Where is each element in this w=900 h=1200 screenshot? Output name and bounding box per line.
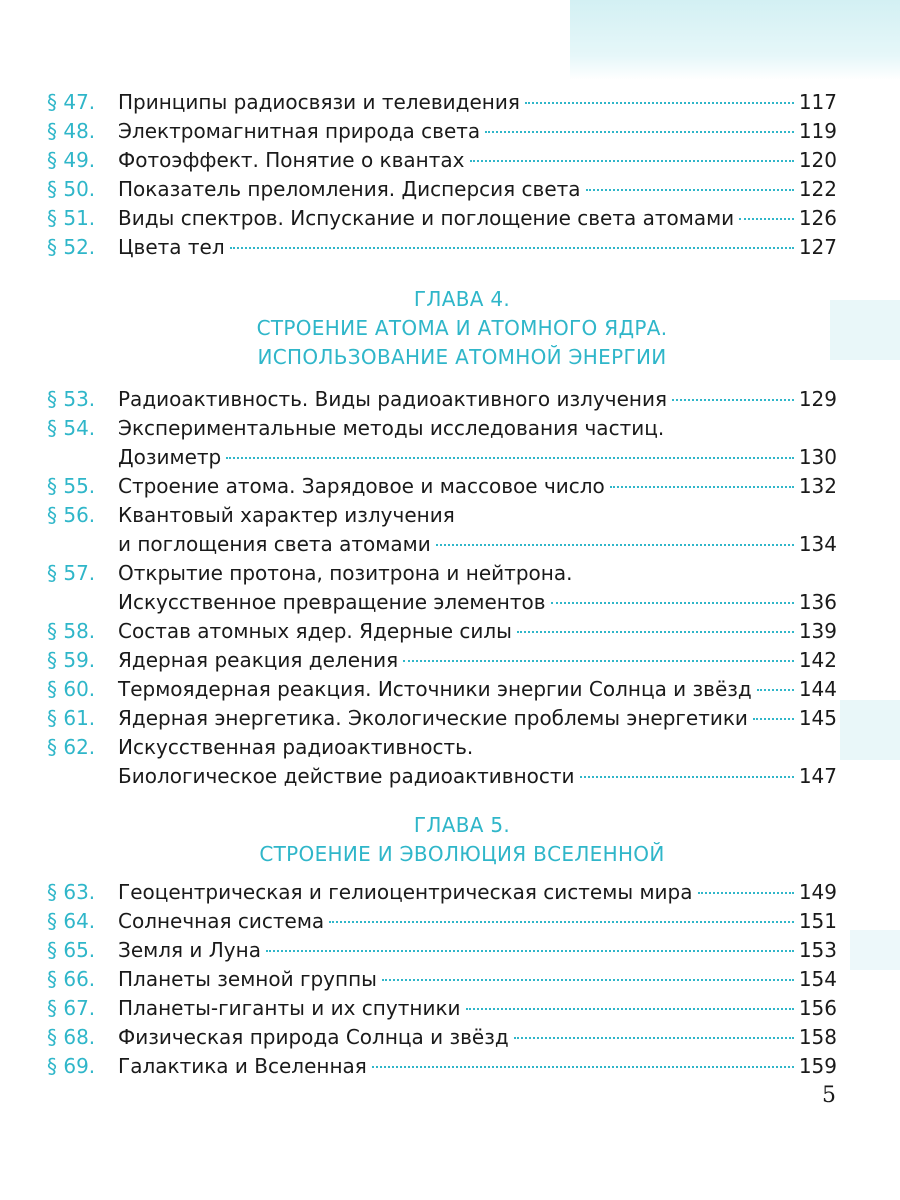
section-title-row bbox=[118, 117, 837, 146]
page-ref: 153 bbox=[798, 938, 837, 962]
section-title: Планеты-гиганты и их спутники bbox=[118, 996, 461, 1020]
section-title: Планеты земной группы bbox=[118, 967, 377, 991]
section-title: Геоцентрическая и гелиоцентрическая системы мира bbox=[118, 880, 693, 904]
toc-entry bbox=[47, 1052, 837, 1081]
page-ref: 154 bbox=[798, 967, 837, 991]
section-number: § 55. bbox=[47, 474, 96, 498]
section-title: Виды спектров. Испускание и поглощение света атомами bbox=[118, 206, 735, 230]
toc-group bbox=[47, 385, 837, 791]
entry-text bbox=[118, 936, 837, 965]
entry-text bbox=[118, 414, 837, 472]
dot-leader bbox=[382, 979, 794, 981]
section-title-row bbox=[118, 907, 837, 936]
section-title-row bbox=[118, 675, 837, 704]
page-ref: 151 bbox=[798, 909, 837, 933]
section-number: § 60. bbox=[47, 677, 96, 701]
section-number: § 47. bbox=[47, 90, 96, 114]
toc-entry bbox=[47, 117, 837, 146]
dot-leader bbox=[230, 247, 794, 249]
table-of-contents bbox=[47, 88, 837, 1081]
section-number: § 48. bbox=[47, 119, 96, 143]
toc-entry bbox=[47, 675, 837, 704]
dot-leader bbox=[436, 544, 794, 546]
dot-leader bbox=[551, 602, 794, 604]
entry-text bbox=[118, 385, 837, 414]
entry-text bbox=[118, 646, 837, 675]
entry-text bbox=[118, 994, 837, 1023]
entry-text bbox=[118, 965, 837, 994]
dot-leader bbox=[466, 1008, 794, 1010]
dot-leader bbox=[586, 189, 794, 191]
dot-leader bbox=[610, 486, 794, 488]
page-ref: 119 bbox=[798, 119, 837, 143]
page-ref: 156 bbox=[798, 996, 837, 1020]
section-title-row bbox=[118, 762, 837, 791]
page-ref: 117 bbox=[798, 90, 837, 114]
section-title-row bbox=[118, 704, 837, 733]
toc-entry bbox=[47, 646, 837, 675]
section-title-row bbox=[118, 472, 837, 501]
toc-entry bbox=[47, 704, 837, 733]
section-title: и поглощения света атомами bbox=[118, 532, 431, 556]
section-number: § 56. bbox=[47, 503, 96, 527]
section-number: § 68. bbox=[47, 1025, 96, 1049]
chapter-label: ГЛАВА 4. bbox=[413, 287, 511, 311]
toc-entry bbox=[47, 907, 837, 936]
section-title-row bbox=[118, 936, 837, 965]
section-number: § 53. bbox=[47, 387, 96, 411]
toc-entry bbox=[47, 501, 837, 559]
toc-group bbox=[47, 88, 837, 262]
section-title-row bbox=[118, 233, 837, 262]
entry-text bbox=[118, 733, 837, 791]
toc-entry bbox=[47, 559, 837, 617]
section-title-row bbox=[118, 994, 837, 1023]
toc-entry bbox=[47, 733, 837, 791]
section-title-row bbox=[118, 617, 837, 646]
entry-text bbox=[118, 675, 837, 704]
section-title-row bbox=[118, 443, 837, 472]
chapter-title-line: ИСПОЛЬЗОВАНИЕ АТОМНОЙ ЭНЕРГИИ bbox=[257, 345, 667, 369]
toc-entry bbox=[47, 414, 837, 472]
toc-entry bbox=[47, 994, 837, 1023]
section-title: Ядерная реакция деления bbox=[118, 648, 399, 672]
section-number: § 58. bbox=[47, 619, 96, 643]
section-number: § 57. bbox=[47, 561, 96, 585]
section-number: § 50. bbox=[47, 177, 96, 201]
chapter-heading-4 bbox=[47, 285, 837, 372]
entry-text bbox=[118, 117, 837, 146]
dot-leader bbox=[672, 399, 794, 401]
toc-entry bbox=[47, 88, 837, 117]
dot-leader bbox=[266, 950, 794, 952]
page-ref: 145 bbox=[798, 706, 837, 730]
section-title-row bbox=[118, 175, 837, 204]
dot-leader bbox=[739, 218, 794, 220]
chapter-heading-5 bbox=[47, 811, 837, 869]
entry-text bbox=[118, 175, 837, 204]
entry-text bbox=[118, 617, 837, 646]
page-ref: 147 bbox=[798, 764, 837, 788]
section-number: § 69. bbox=[47, 1054, 96, 1078]
section-title: Земля и Луна bbox=[118, 938, 261, 962]
entry-text bbox=[118, 146, 837, 175]
section-title-row bbox=[118, 588, 837, 617]
entry-text bbox=[118, 559, 837, 617]
section-number: § 49. bbox=[47, 148, 96, 172]
section-title-row bbox=[118, 965, 837, 994]
entry-text bbox=[118, 233, 837, 262]
section-title-row bbox=[118, 88, 837, 117]
section-number: § 67. bbox=[47, 996, 96, 1020]
section-title: Дозиметр bbox=[118, 445, 222, 469]
section-title-row bbox=[118, 878, 837, 907]
chapter-title-line: СТРОЕНИЕ И ЭВОЛЮЦИЯ ВСЕЛЕННОЙ bbox=[259, 842, 665, 866]
entry-text bbox=[118, 204, 837, 233]
entry-text bbox=[118, 88, 837, 117]
section-title: Галактика и Вселенная bbox=[118, 1054, 367, 1078]
chapter-title-line: СТРОЕНИЕ АТОМА И АТОМНОГО ЯДРА. bbox=[256, 316, 668, 340]
page-ref: 130 bbox=[798, 445, 837, 469]
toc-entry bbox=[47, 1023, 837, 1052]
toc-entry bbox=[47, 472, 837, 501]
section-title: Показатель преломления. Дисперсия света bbox=[118, 177, 581, 201]
entry-text bbox=[118, 1023, 837, 1052]
dot-leader bbox=[329, 921, 794, 923]
page-ref: 120 bbox=[798, 148, 837, 172]
section-title-row bbox=[118, 1023, 837, 1052]
dot-leader bbox=[403, 660, 794, 662]
chapter-label: ГЛАВА 5. bbox=[413, 813, 511, 837]
page-ref: 158 bbox=[798, 1025, 837, 1049]
page-ref: 142 bbox=[798, 648, 837, 672]
page-ref: 144 bbox=[798, 677, 837, 701]
section-title-row bbox=[118, 146, 837, 175]
section-title: Радиоактивность. Виды радиоактивного излучения bbox=[118, 387, 667, 411]
section-number: § 62. bbox=[47, 735, 96, 759]
section-title: Термоядерная реакция. Источники энергии Солнца и звёзд bbox=[118, 677, 752, 701]
section-number: § 54. bbox=[47, 416, 96, 440]
entry-text bbox=[118, 878, 837, 907]
section-title-line: Открытие протона, позитрона и нейтрона. bbox=[118, 561, 573, 585]
section-title-line: Искусственная радиоактивность. bbox=[118, 735, 474, 759]
page-ref: 129 bbox=[798, 387, 837, 411]
page-ref: 126 bbox=[798, 206, 837, 230]
section-title: Искусственное превращение элементов bbox=[118, 590, 546, 614]
toc-entry bbox=[47, 965, 837, 994]
section-title: Принципы радиосвязи и телевидения bbox=[118, 90, 520, 114]
section-title: Строение атома. Зарядовое и массовое число bbox=[118, 474, 605, 498]
section-title-row bbox=[118, 530, 837, 559]
section-title: Электромагнитная природа света bbox=[118, 119, 481, 143]
toc-entry bbox=[47, 617, 837, 646]
bleed-through-artifact bbox=[570, 0, 900, 80]
page-ref: 136 bbox=[798, 590, 837, 614]
entry-text bbox=[118, 472, 837, 501]
dot-leader bbox=[580, 776, 794, 778]
dot-leader bbox=[514, 1037, 794, 1039]
section-title-line: Экспериментальные методы исследования частиц. bbox=[118, 416, 665, 440]
entry-text bbox=[118, 704, 837, 733]
section-number: § 51. bbox=[47, 206, 96, 230]
toc-group bbox=[47, 878, 837, 1081]
toc-entry bbox=[47, 233, 837, 262]
section-title: Фотоэффект. Понятие о квантах bbox=[118, 148, 465, 172]
dot-leader bbox=[226, 457, 794, 459]
dot-leader bbox=[525, 102, 794, 104]
page-ref: 159 bbox=[798, 1054, 837, 1078]
toc-entry bbox=[47, 936, 837, 965]
entry-text bbox=[118, 501, 837, 559]
dot-leader bbox=[517, 631, 794, 633]
dot-leader bbox=[372, 1066, 794, 1068]
page-ref: 127 bbox=[798, 235, 837, 259]
section-number: § 65. bbox=[47, 938, 96, 962]
toc-entry bbox=[47, 385, 837, 414]
section-title-row bbox=[118, 1052, 837, 1081]
dot-leader bbox=[698, 892, 794, 894]
bleed-through-artifact bbox=[850, 930, 900, 970]
section-title: Физическая природа Солнца и звёзд bbox=[118, 1025, 509, 1049]
section-number: § 61. bbox=[47, 706, 96, 730]
section-title: Цвета тел bbox=[118, 235, 225, 259]
section-title: Состав атомных ядер. Ядерные силы bbox=[118, 619, 512, 643]
page-ref: 134 bbox=[798, 532, 837, 556]
dot-leader bbox=[753, 718, 794, 720]
section-title-row bbox=[118, 646, 837, 675]
dot-leader bbox=[757, 689, 794, 691]
page-ref: 139 bbox=[798, 619, 837, 643]
dot-leader bbox=[470, 160, 794, 162]
bleed-through-artifact bbox=[840, 700, 900, 760]
section-number: § 64. bbox=[47, 909, 96, 933]
entry-text bbox=[118, 1052, 837, 1081]
toc-entry bbox=[47, 204, 837, 233]
toc-entry bbox=[47, 878, 837, 907]
section-number: § 52. bbox=[47, 235, 96, 259]
dot-leader bbox=[485, 131, 794, 133]
section-number: § 66. bbox=[47, 967, 96, 991]
section-title: Солнечная система bbox=[118, 909, 325, 933]
section-number: § 59. bbox=[47, 648, 96, 672]
entry-text bbox=[118, 907, 837, 936]
page-ref: 122 bbox=[798, 177, 837, 201]
section-title-line: Квантовый характер излучения bbox=[118, 503, 455, 527]
toc-entry bbox=[47, 146, 837, 175]
page-ref: 132 bbox=[798, 474, 837, 498]
page-number: 5 bbox=[822, 1083, 836, 1108]
section-title-row bbox=[118, 385, 837, 414]
section-number: § 63. bbox=[47, 880, 96, 904]
page-ref: 149 bbox=[798, 880, 837, 904]
bleed-through-artifact bbox=[830, 300, 900, 360]
section-title-row bbox=[118, 204, 837, 233]
toc-entry bbox=[47, 175, 837, 204]
section-title: Ядерная энергетика. Экологические проблемы энергетики bbox=[118, 706, 748, 730]
section-title: Биологическое действие радиоактивности bbox=[118, 764, 575, 788]
